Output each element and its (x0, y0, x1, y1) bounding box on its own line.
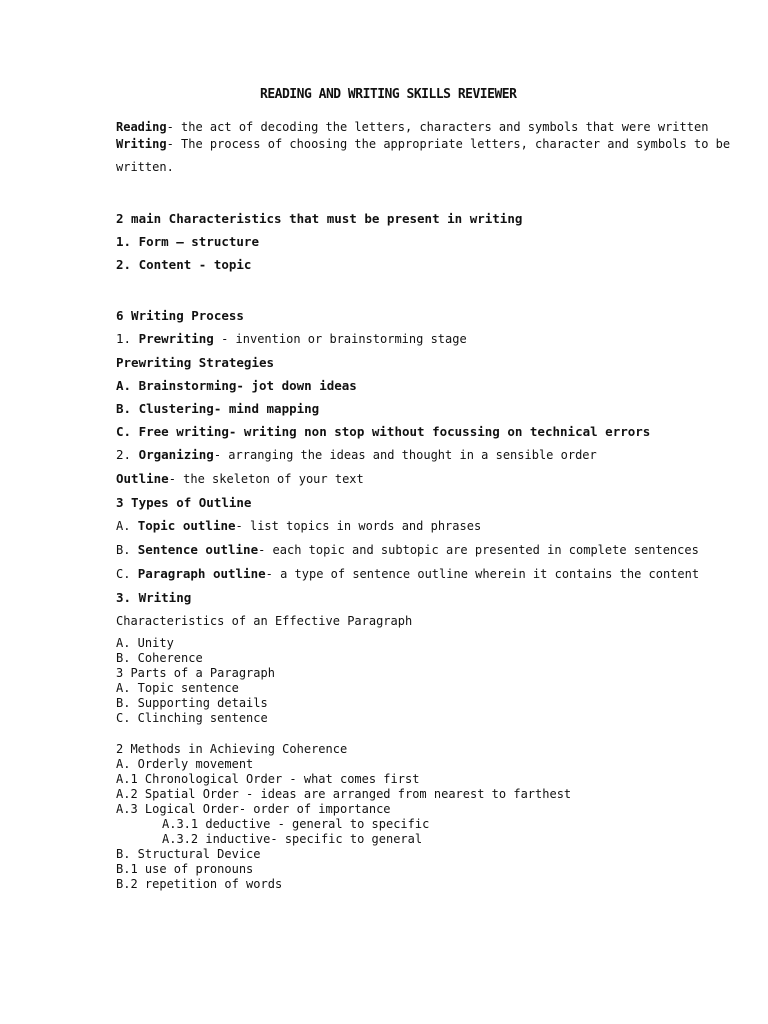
spacer (116, 276, 736, 304)
list-item: 3 Parts of a Paragraph (116, 666, 275, 680)
strategies-heading: Prewriting Strategies (116, 355, 275, 370)
list-item: A.3.2 inductive- specific to general (162, 832, 423, 846)
characteristic-item: 2. Content - topic (116, 257, 252, 272)
outline-type-item (116, 538, 736, 562)
list-item: A. Unity (116, 636, 174, 650)
list-item: B. Coherence (116, 651, 203, 665)
outline-type-def: - a type of sentence outline wherein it contains the content (265, 567, 700, 581)
prewriting-line (116, 327, 736, 351)
writing-stage-heading: 3. Writing (116, 590, 192, 605)
list-item: B. Supporting details (116, 696, 268, 710)
reading-term: Reading (116, 120, 167, 134)
spacer (116, 726, 736, 742)
writing-definition (116, 133, 736, 179)
characteristic-item: 1. Form — structure (116, 234, 259, 249)
list-item: A. Orderly movement (116, 757, 254, 771)
strategy-item: A. Brainstorming- jot down ideas (116, 378, 357, 393)
outline-type-prefix: A. (116, 519, 138, 533)
outline-line (116, 467, 736, 491)
list-item: B. Structural Device (116, 847, 261, 861)
outline-type-def: - list topics in words and phrases (235, 519, 482, 533)
organizing-line (116, 443, 736, 467)
list-item: A.2 Spatial Order - ideas are arranged from nearest to farthest (116, 787, 572, 801)
prewriting-term: Prewriting (138, 331, 214, 346)
prewriting-number: 1. (116, 331, 139, 346)
outline-type-def: - each topic and subtopic are presented in complete sentences (258, 543, 699, 557)
spacer (116, 179, 736, 207)
outline-types-heading: 3 Types of Outline (116, 495, 252, 510)
outline-type-item (116, 562, 736, 586)
strategy-item: B. Clustering- mind mapping (116, 401, 320, 416)
writing-term: Writing (116, 137, 167, 151)
organizing-number: 2. (116, 447, 139, 462)
organizing-term: Organizing (138, 447, 214, 462)
prewriting-def: - invention or brainstorming stage (213, 332, 467, 346)
outline-type-prefix: C. (116, 567, 138, 581)
list-item: A.3.1 deductive - general to specific (162, 817, 430, 831)
list-item: A.3 Logical Order- order of importance (116, 802, 391, 816)
paragraph-list (116, 636, 736, 726)
characteristics-heading: 2 main Characteristics that must be present in writing (116, 211, 523, 226)
strategy-item: C. Free writing- writing non stop without focussing on technical errors (116, 424, 651, 439)
list-item: C. Clinching sentence (116, 711, 268, 725)
list-item: B.2 repetition of words (116, 877, 283, 891)
organizing-def: - arranging the ideas and thought in a sensible order (213, 448, 597, 462)
writing-def-text: - The process of choosing the appropriate letters, character and symbols to be written. (116, 137, 731, 174)
outline-term: Outline (116, 471, 169, 486)
process-heading: 6 Writing Process (116, 308, 244, 323)
outline-type-term: Topic outline (137, 518, 236, 533)
effective-paragraph-heading: Characteristics of an Effective Paragraph (116, 614, 413, 628)
outline-def: - the skeleton of your text (168, 472, 364, 486)
list-item: 2 Methods in Achieving Coherence (116, 742, 348, 756)
list-item: A.1 Chronological Order - what comes first (116, 772, 420, 786)
coherence-list (116, 742, 736, 892)
outline-type-item (116, 514, 736, 538)
list-item: B.1 use of pronouns (116, 862, 254, 876)
reading-def-text: - the act of decoding the letters, characters and symbols that were written (166, 120, 709, 134)
document-title: READING AND WRITING SKILLS REVIEWER (260, 87, 517, 102)
outline-type-term: Sentence outline (137, 542, 259, 557)
outline-type-term: Paragraph outline (137, 566, 266, 581)
outline-type-prefix: B. (116, 543, 138, 557)
document-page (116, 86, 736, 892)
list-item: A. Topic sentence (116, 681, 239, 695)
